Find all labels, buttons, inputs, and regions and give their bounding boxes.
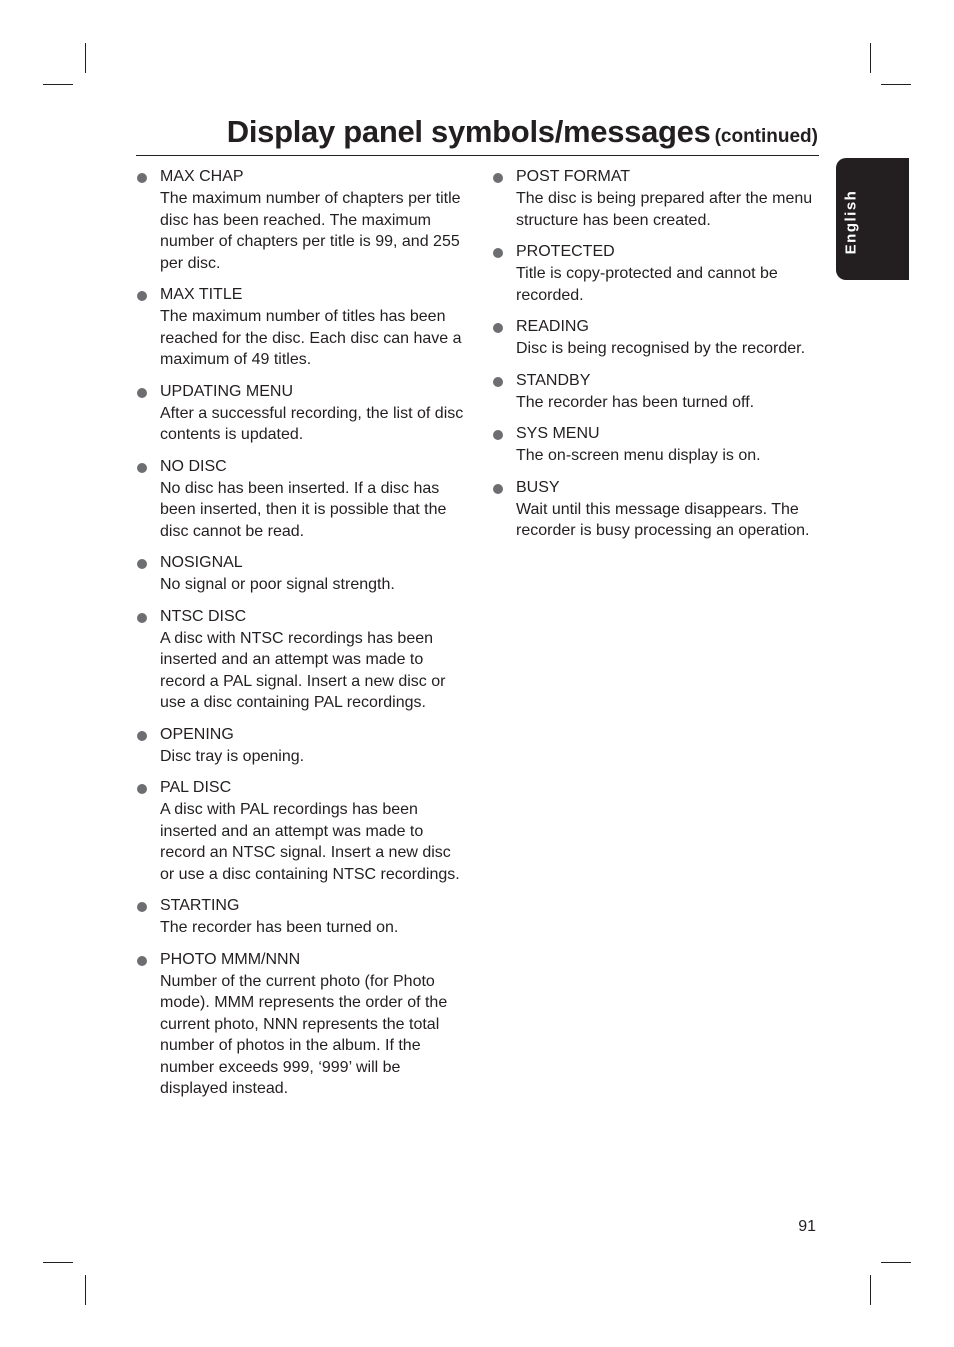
- bullet-icon: [137, 902, 147, 912]
- message-term: PHOTO MMM/NNN: [160, 950, 301, 968]
- bullet-icon: [493, 173, 503, 183]
- title-rule: [136, 155, 819, 156]
- list-item: [136, 724, 466, 768]
- list-item: [136, 606, 466, 714]
- page-title-text: Display panel symbols/messages: [226, 114, 711, 149]
- message-term: NOSIGNAL: [160, 554, 243, 571]
- list-item: [136, 777, 466, 885]
- message-term: PAL DISC: [160, 779, 232, 796]
- list-item: [136, 166, 466, 274]
- list-item: [136, 552, 466, 596]
- list-item: [492, 316, 822, 360]
- language-tab: [836, 158, 909, 280]
- bullet-icon: [137, 784, 147, 794]
- list-item: [492, 423, 822, 467]
- bullet-icon: [493, 484, 503, 494]
- crop-mark: [85, 43, 86, 73]
- message-term: STANDBY: [516, 371, 591, 389]
- message-description: A disc with PAL recordings has been inserted and an attempt was made to record an NTSC signal. Insert a new disc or use a disc containing NTSC recordings.: [160, 801, 460, 883]
- list-item: [136, 949, 466, 1100]
- bullet-icon: [137, 173, 147, 183]
- page-title-continued: (continued): [714, 126, 818, 147]
- bullet-icon: [493, 377, 503, 387]
- bullet-icon: [137, 291, 147, 301]
- message-term: UPDATING MENU: [160, 382, 294, 400]
- message-term: NTSC DISC: [160, 607, 247, 625]
- message-description: A disc with NTSC recordings has been inserted and an attempt was made to record a PAL signal. Insert a new disc or use a disc containing PAL recordings.: [160, 629, 446, 711]
- message-description: The maximum number of titles has been reached for the disc. Each disc can have a maximum of 49 titles.: [160, 308, 462, 368]
- right-column: [492, 166, 822, 552]
- message-description: The recorder has been turned on.: [160, 919, 399, 936]
- crop-mark: [881, 1262, 911, 1263]
- message-description: No signal or poor signal strength.: [160, 576, 395, 593]
- message-term: NO DISC: [160, 457, 227, 475]
- message-description: After a successful recording, the list of disc contents is updated.: [160, 404, 464, 443]
- list-item: [136, 284, 466, 371]
- message-description: The disc is being prepared after the menu structure has been created.: [516, 190, 813, 229]
- message-description: The recorder has been turned off.: [516, 393, 755, 411]
- bullet-icon: [137, 388, 147, 398]
- message-description: Disc tray is opening.: [160, 747, 305, 765]
- bullet-icon: [137, 731, 147, 741]
- bullet-icon: [137, 956, 147, 966]
- language-tab-label: English: [842, 189, 860, 255]
- message-description: The maximum number of chapters per title disc has been reached. The maximum number of chapters per title is 99, and 255 per disc.: [160, 190, 461, 272]
- crop-mark: [870, 1275, 871, 1305]
- list-item: [492, 477, 822, 542]
- message-term: POST FORMAT: [516, 168, 631, 185]
- message-term: STARTING: [160, 897, 240, 914]
- list-item: [136, 381, 466, 446]
- left-column: [136, 166, 466, 1110]
- message-description: The on-screen menu display is on.: [516, 447, 761, 464]
- message-term: READING: [516, 318, 589, 335]
- list-item: [492, 166, 822, 231]
- list-item: [492, 241, 822, 306]
- crop-mark: [43, 84, 73, 85]
- message-description: Disc is being recognised by the recorder.: [516, 340, 806, 357]
- bullet-icon: [493, 430, 503, 440]
- bullet-icon: [137, 559, 147, 569]
- bullet-icon: [137, 463, 147, 473]
- message-description: Number of the current photo (for Photo mode). MMM represents the order of the current photo, NNN represents the total number of photos in the album. If the number exceeds 999, ‘999’ will be displayed instead.: [160, 972, 448, 1097]
- list-item: [136, 895, 466, 939]
- message-term: MAX TITLE: [160, 286, 243, 303]
- bullet-icon: [493, 323, 503, 333]
- message-term: BUSY: [516, 478, 560, 496]
- crop-mark: [881, 84, 911, 85]
- message-description: Wait until this message disappears. The recorder is busy processing an operation.: [516, 500, 810, 539]
- crop-mark: [43, 1262, 73, 1263]
- message-term: MAX CHAP: [160, 168, 244, 185]
- crop-mark: [85, 1275, 86, 1305]
- bullet-icon: [137, 613, 147, 623]
- list-item: [136, 456, 466, 543]
- message-term: SYS MENU: [516, 425, 600, 442]
- page-title: [227, 112, 818, 157]
- message-description: Title is copy-protected and cannot be recorded.: [516, 265, 778, 304]
- crop-mark: [870, 43, 871, 73]
- list-item: [492, 370, 822, 414]
- page-number: 91: [798, 1218, 816, 1235]
- message-term: OPENING: [160, 725, 234, 743]
- bullet-icon: [493, 248, 503, 258]
- message-term: PROTECTED: [516, 243, 615, 260]
- message-description: No disc has been inserted. If a disc has been inserted, then it is possible that the disc cannot be read.: [160, 479, 447, 540]
